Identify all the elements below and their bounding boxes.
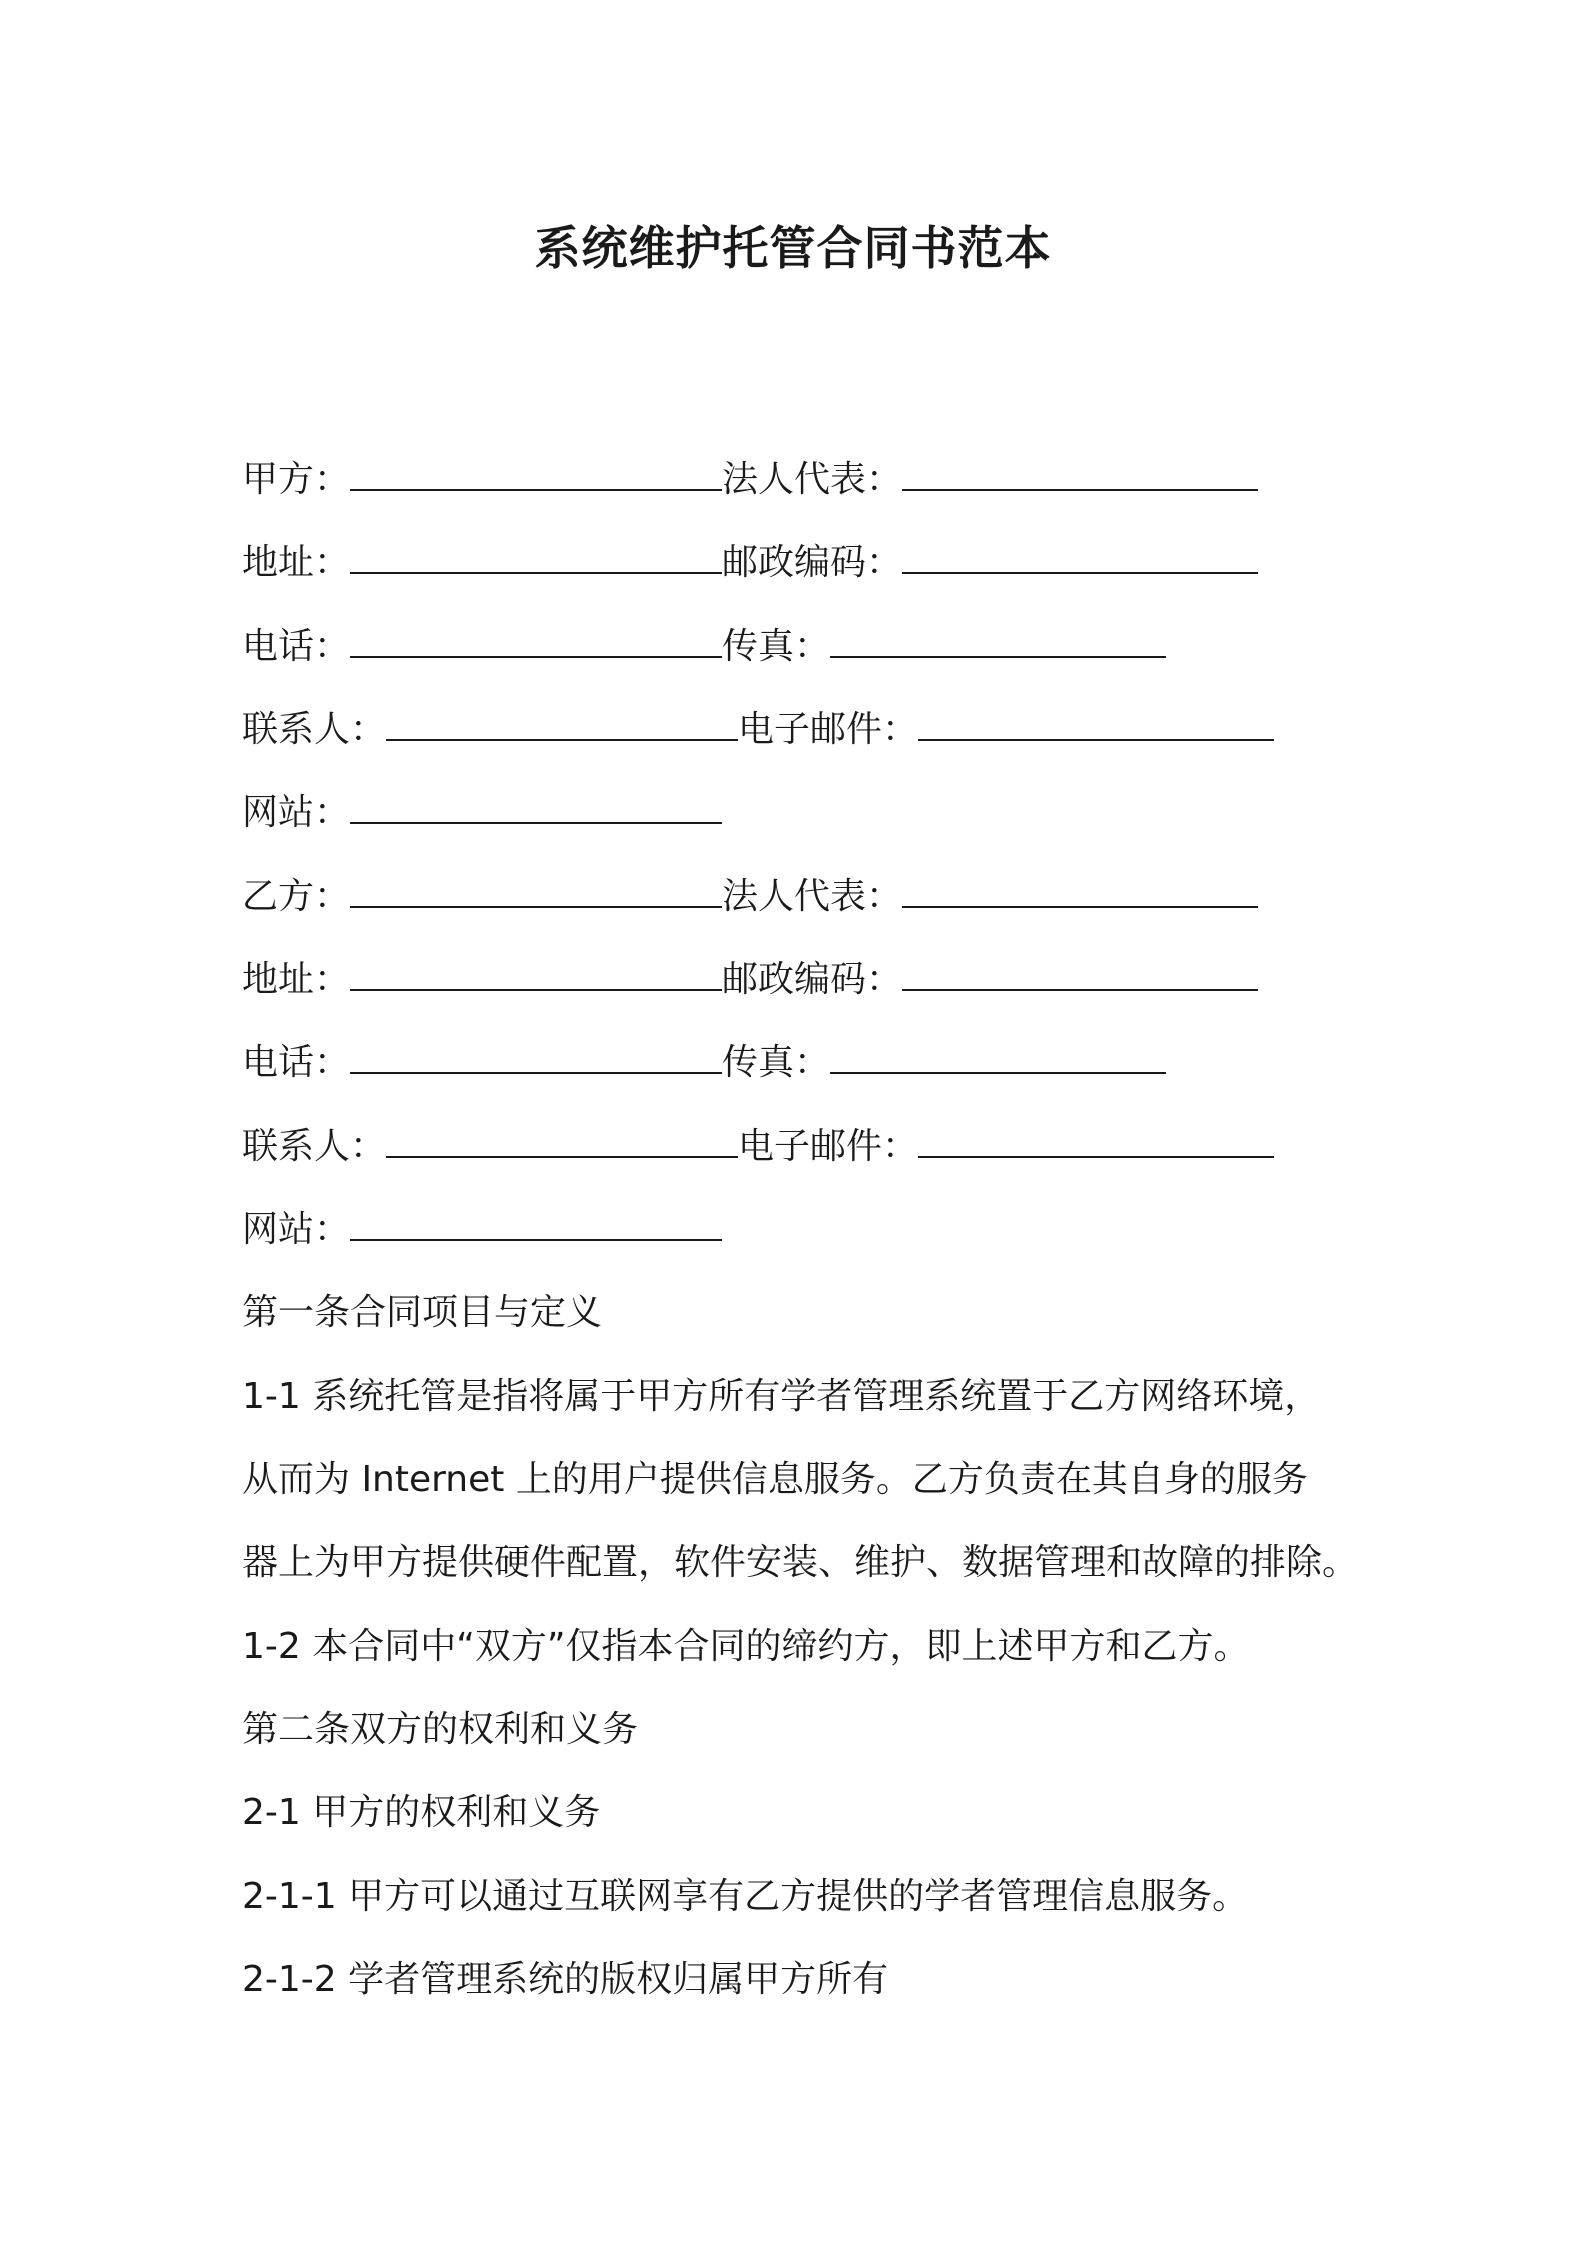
- party-a-label: 甲方：: [242, 459, 351, 500]
- party-a-phone-row: [242, 622, 1166, 672]
- party-b-phone-blank: [350, 1038, 722, 1074]
- party-b-postcode-blank: [902, 955, 1258, 991]
- party-a-legal-rep-label: 法人代表：: [722, 459, 903, 500]
- party-a-contact-row: [242, 705, 1274, 755]
- party-b-name-row: [242, 872, 1258, 922]
- party-a-email-label: 电子邮件：: [738, 709, 919, 750]
- party-b-legal-rep-blank: [902, 872, 1258, 908]
- party-a-website-label: 网站：: [242, 792, 351, 833]
- party-a-phone-label: 电话：: [242, 626, 351, 667]
- party-a-address-label: 地址：: [242, 542, 351, 583]
- party-b-phone-label: 电话：: [242, 1042, 351, 1083]
- party-a-legal-rep-blank: [902, 455, 1258, 491]
- clause-1-1-line-1: 1-1 系统托管是指将属于甲方所有学者管理系统置于乙方网络环境，: [242, 1376, 1321, 1417]
- party-b-fax-label: 传真：: [722, 1042, 831, 1083]
- party-a-postcode-blank: [902, 538, 1258, 574]
- party-b-fax-blank: [830, 1038, 1166, 1074]
- party-a-name-blank: [350, 455, 722, 491]
- party-a-postcode-label: 邮政编码：: [722, 542, 903, 583]
- party-b-name-blank: [350, 872, 722, 908]
- clause-1-2: 1-2 本合同中“双方”仅指本合同的缔约方，即上述甲方和乙方。: [242, 1626, 1250, 1667]
- party-b-address-blank: [350, 955, 722, 991]
- clause-1-1-line-3: 器上为甲方提供硬件配置，软件安装、维护、数据管理和故障的排除。: [242, 1542, 1359, 1583]
- party-a-address-row: [242, 538, 1258, 588]
- party-b-contact-label: 联系人：: [242, 1126, 387, 1167]
- party-a-website-blank: [350, 788, 722, 824]
- clause-2-1: 2-1 甲方的权利和义务: [242, 1792, 601, 1833]
- party-b-phone-row: [242, 1038, 1166, 1088]
- party-b-website-blank: [350, 1205, 722, 1241]
- party-b-address-label: 地址：: [242, 959, 351, 1000]
- party-b-website-row: [242, 1205, 722, 1255]
- article-2-heading: 第二条双方的权利和义务: [242, 1709, 639, 1750]
- party-b-legal-rep-label: 法人代表：: [722, 876, 903, 917]
- party-a-address-blank: [350, 538, 722, 574]
- party-a-contact-label: 联系人：: [242, 709, 387, 750]
- article-1-heading: 第一条合同项目与定义: [242, 1292, 603, 1333]
- clause-1-1-line-2: 从而为 Internet 上的用户提供信息服务。乙方负责在其自身的服务: [242, 1459, 1308, 1500]
- party-b-email-label: 电子邮件：: [738, 1126, 919, 1167]
- party-b-email-blank: [918, 1122, 1274, 1158]
- clause-2-1-1: 2-1-1 甲方可以通过互联网享有乙方提供的学者管理信息服务。: [242, 1876, 1249, 1917]
- party-a-phone-blank: [350, 622, 722, 658]
- party-b-label: 乙方：: [242, 876, 351, 917]
- party-a-name-row: [242, 455, 1258, 505]
- party-a-website-row: [242, 788, 722, 838]
- document-title: 系统维护托管合同书范本: [534, 221, 1052, 275]
- party-b-contact-row: [242, 1122, 1274, 1172]
- party-b-website-label: 网站：: [242, 1209, 351, 1250]
- party-a-contact-blank: [386, 705, 738, 741]
- party-a-fax-blank: [830, 622, 1166, 658]
- party-b-postcode-label: 邮政编码：: [722, 959, 903, 1000]
- party-b-contact-blank: [386, 1122, 738, 1158]
- clause-2-1-2: 2-1-2 学者管理系统的版权归属甲方所有: [242, 1959, 889, 2000]
- party-b-address-row: [242, 955, 1258, 1005]
- party-a-email-blank: [918, 705, 1274, 741]
- party-a-fax-label: 传真：: [722, 626, 831, 667]
